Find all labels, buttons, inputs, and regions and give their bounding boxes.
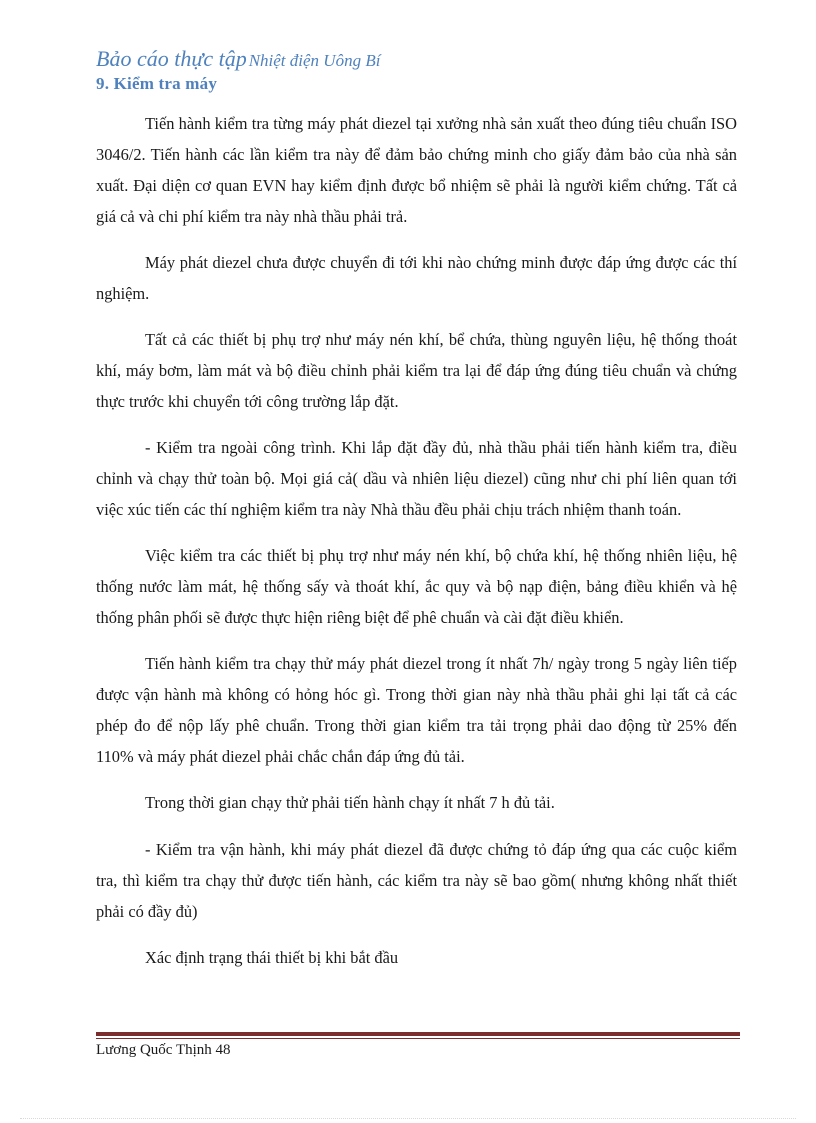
page-footer: Lương Quốc Thịnh 48 — [96, 1042, 231, 1058]
footer-rule-thin — [96, 1038, 740, 1039]
header-title-sub: Nhiệt điện Uông Bí — [248, 51, 381, 70]
paragraph: Xác định trạng thái thiết bị khi bắt đầu — [145, 948, 399, 967]
paragraph: Tiến hành kiểm tra từng máy phát diezel tại xưởng nhà sản xuất theo đúng tiêu chuẩn ISO 3046/2. Tiến hành các lần kiểm tra này để đảm bảo chứng minh cho giấy đảm bảo của nhà sản xuất. Đại diện cơ quan EVN hay kiểm định được bổ nhiệm sẽ phải là người kiểm chứng. Tất cả giá cả và chi phí kiểm tra này nhà thầu phải trả. — [96, 114, 737, 226]
page-header — [96, 46, 736, 94]
paragraph: Trong thời gian chạy thử phải tiến hành chạy ít nhất 7 h đủ tải. — [145, 793, 555, 812]
page-bottom-border — [20, 1118, 796, 1119]
paragraph: Máy phát diezel chưa được chuyển đi tới khi nào chứng minh được đáp ứng được các thí nghiệm. — [96, 253, 737, 303]
paragraph: Tất cả các thiết bị phụ trợ như máy nén khí, bể chứa, thùng nguyên liệu, hệ thống thoát khí, máy bơm, làm mát và bộ điều chỉnh phải kiểm tra lại để đáp ứng đúng tiêu chuẩn và chứng thực trước khi chuyển tới công trường lắp đặt. — [96, 330, 737, 411]
header-title-main: Bảo cáo thực tập — [96, 46, 247, 71]
body-text — [96, 108, 737, 988]
section-heading: 9. Kiểm tra máy — [96, 74, 218, 93]
header-title — [96, 46, 736, 72]
paragraph: - Kiểm tra vận hành, khi máy phát diezel đã được chứng tỏ đáp ứng qua các cuộc kiểm tra, thì kiểm tra chạy thử được tiến hành, các kiểm tra này sẽ bao gồm( nhưng không nhất thiết phải có đầy đủ) — [96, 840, 737, 921]
paragraph: Tiến hành kiểm tra chạy thử máy phát diezel trong ít nhất 7h/ ngày trong 5 ngày liên tiếp được vận hành mà không có hỏng hóc gì. Trong thời gian này nhà thầu phải ghi lại tất cả các phép đo để nộp lấy phê chuẩn. Trong thời gian kiểm tra tải trọng phải dao động từ 25% đến 110% và máy phát diezel phải chắc chắn đáp ứng đủ tải. — [96, 654, 737, 766]
paragraph: Việc kiểm tra các thiết bị phụ trợ như máy nén khí, bộ chứa khí, hệ thống nhiên liệu, hệ thống nước làm mát, hệ thống sấy và thoát khí, ắc quy và bộ nạp điện, bảng điều khiển và hệ thống phân phối sẽ được thực hiện riêng biệt để phê chuẩn và cài đặt điều khiển. — [96, 546, 737, 627]
footer-rule-thick — [96, 1032, 740, 1036]
paragraph: - Kiểm tra ngoài công trình. Khi lắp đặt đầy đủ, nhà thầu phải tiến hành kiểm tra, điều chỉnh và chạy thử toàn bộ. Mọi giá cả( dầu và nhiên liệu diezel) cũng như chi phí liên quan tới việc xúc tiến các thí nghiệm kiểm tra này Nhà thầu đều phải chịu trách nhiệm thanh toán. — [96, 438, 737, 519]
